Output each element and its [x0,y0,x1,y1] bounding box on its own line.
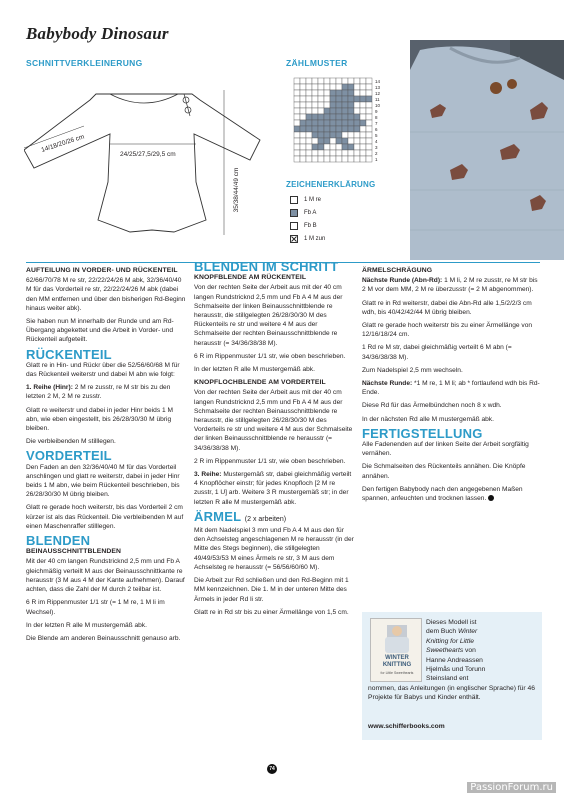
chart-cell [342,144,348,150]
chart-cell [312,156,318,162]
legend-label: Fb B [304,222,317,229]
chart-cell [348,138,354,144]
schematic-heading: SCHNITTVERKLEINERUNG [26,58,143,68]
chart-cell [330,132,336,138]
chart-cell [330,96,336,102]
text-p: Glatt re weiterstr und dabei in jeder Hinr beids 1 M abn, wie eben eingestellt, bis 26/28/30/30 M übrig bleiben. [26,406,173,433]
chart-cell [336,78,342,84]
front-heading: VORDERTEIL [26,448,112,464]
finishing-heading: FERTIGSTELLUNG [362,425,483,441]
chart-cell [294,78,300,84]
legend-label: 1 M re [304,196,322,203]
chart-cell [360,102,366,108]
chart-cell [306,144,312,150]
text-p: Glatt re in Rd weiterstr, dabei die Abn-Rd alle 1,5/2/2/3 cm wdh, bis 40/42/42/44 M übrig bleiben. [362,299,532,316]
chart-cell [306,102,312,108]
chart-cell [300,138,306,144]
chart-row-number: 8 [375,115,378,120]
legband-heading: BEINAUSSCHNITTBLENDEN [26,548,121,556]
text-p: Diese Rd für das Ärmelbündchen noch 8 x wdh. [362,402,502,410]
chart-cell [318,108,324,114]
page-title: Babybody Dinosaur [26,24,169,43]
end-icon [488,495,494,501]
chart-cell [306,156,312,162]
chart-cell [342,90,348,96]
chart-cell [312,78,318,84]
text-p: 6 R im Rippenmuster 1/1 str, wie oben beschrieben. [194,352,346,360]
chart-cell [336,84,342,90]
chart-cell [360,108,366,114]
book-url-link[interactable]: www.schifferbooks.com [368,723,445,730]
chart-cell [300,84,306,90]
chart-cell [294,132,300,138]
chart-cell [342,126,348,132]
text-p: 6 R im Rippenmuster 1/1 str (= 1 M re, 1 M li im Wechsel). [26,599,165,616]
book-text-top: Dieses Modell ist dem Buch Winter Knitting for Little Sweethearts von Hanne Andreassen Hjelmås und Torunn Steinsland ent [426,619,486,683]
legend-label: 1 M zun [304,235,326,242]
chart-cell [354,150,360,156]
chart-cell [324,84,330,90]
chart-cell [348,156,354,162]
chart-cell [294,90,300,96]
chart-cell [318,144,324,150]
legend-item [286,193,396,206]
chart-cell [360,138,366,144]
chart-cell [366,132,372,138]
chart-cell [300,156,306,162]
chart-cell [342,78,348,84]
chart-cell [354,108,360,114]
chart-cell [318,126,324,132]
chart-cell [336,120,342,126]
chart-row-number: 12 [375,91,381,96]
chart-cell [324,96,330,102]
crotch-heading: BLENDEN IM SCHRITT [194,259,339,274]
text-p: Den Faden an den 32/36/40/40 M für das Vorderteil anschlingen und glatt re weiterstr, dabei in jeder Hinr beids 1 M abn, wie beim Rückenteil beschrieben, bis 26/28/30/30 M übrig bleiben. [26,463,180,499]
chart-cell [366,78,372,84]
chart-cell [318,96,324,102]
back-heading: RÜCKENTEIL [26,346,112,362]
chart-cell [312,150,318,156]
chart-cell [336,102,342,108]
sleeve-heading: ÄRMEL (2 x arbeiten) [194,508,287,524]
chart-row-number: 9 [375,109,378,114]
chart-cell [300,132,306,138]
book-cover-title: WINTER KNITTING [382,655,412,668]
chart-cell [300,108,306,114]
chart-cell [366,108,372,114]
chart-row-number: 2 [375,151,378,156]
chart-grid [286,76,396,166]
text-p: Glatt re gerade hoch weiterstr, bis das Vorderteil 2 cm kürzer ist als das Rückenteil. Die verbleibenden M auf einen Maschenraffer stilllegen. [26,504,184,530]
chart-cell [366,126,372,132]
chart-cell [348,144,354,150]
chart-cell [330,114,336,120]
chart-cell [342,138,348,144]
chart-cell [312,90,318,96]
legend-swatch [290,209,298,217]
chart-cell [330,84,336,90]
text-p: Die verbleibenden M stilllegen. [26,438,116,446]
chart-cell [354,96,360,102]
chart-cell [306,108,312,114]
chart-cell [336,90,342,96]
chart-cell [366,96,372,102]
text-p: Nächste Runde (Abn-Rd): 1 M li, 2 M re zusstr, re M str bis 2 M vor dem MM, 2 M re überzusstr (= 2 M abgenommen). [362,277,538,294]
chart-cell [318,90,324,96]
chart-cell [324,138,330,144]
chart-cell [324,156,330,162]
text-p: Alle Fadenenden auf der linken Seite der Arbeit sorgfältig vernähen. [362,441,529,458]
chart-cell [318,84,324,90]
chart-row-number: 5 [375,133,378,138]
chart-cell [354,156,360,162]
chart-cell [354,114,360,120]
chart-cell [306,132,312,138]
text-p: In der nächsten Rd alle M mustergemäß abk. [362,415,494,423]
chart-cell [330,108,336,114]
chart-cell [294,96,300,102]
chart-row-number: 14 [375,79,381,84]
legend-swatch [290,222,298,230]
text-p: 3. Reihe: Mustergemäß str, dabei gleichmäßig verteilt 4 Knopflöcher einstr; für jedes Knopfloch [2 M re zusstr, 1 U] arb. Weitere 3 R mustergemäß str; in der letzten R alle M mustergemäß abk. [194,471,352,506]
chart-cell [318,114,324,120]
chart-cell [312,108,318,114]
chart-cell [342,132,348,138]
chart-cell [306,78,312,84]
chart-cell [348,120,354,126]
text-p: Mit der 40 cm langen Rundstricknd 2,5 mm und Fb A gleichmäßig verteilt M aus der Beinausschnittkante re herausstr (3 M aus 4 M der Kante aufnehmen). Darauf achten, dass die Zahl der M durch 2 teilbar ist. [26,558,185,594]
chart-cell [360,126,366,132]
legend-swatch [290,235,298,243]
chart-cell [318,120,324,126]
chart-cell [300,126,306,132]
chart-cell [300,114,306,120]
chart-cell [306,138,312,144]
text-p: 1 Rd re M str, dabei gleichmäßig verteilt 6 M abn (= 34/36/38/38 M). [362,344,512,361]
chart-cell [294,84,300,90]
text-p: 2 R im Rippenmuster 1/1 str, wie oben beschrieben. [194,457,346,465]
column-2 [194,259,354,621]
chart-cell [348,150,354,156]
chart-cell [360,132,366,138]
chart-cell [294,138,300,144]
chart-cell [360,156,366,162]
split-heading: AUFTEILUNG IN VORDER- UND RÜCKENTEIL [26,267,178,274]
chart-cell [324,126,330,132]
chart-cell [318,78,324,84]
chart-cell [360,144,366,150]
chart-cell [324,144,330,150]
chart-cell [312,96,318,102]
book-text-bottom: nommen, das Anleitungen (in englischer Sprache) für 46 Projekte für Babys und Kinder enthält. [368,685,535,702]
chart-cell [360,96,366,102]
chart-cell [294,156,300,162]
text-p: Nächste Runde: *1 M re, 1 M li; ab * fortlaufend wdh bis Rd-Ende. [362,380,540,397]
chart-cell [306,120,312,126]
chart-cell [324,120,330,126]
chart-cell [360,114,366,120]
text-p: Den fertigen Babybody nach den angegebenen Maßen spannen, anfeuchten und trocknen lassen. [362,485,523,503]
chart-cell [294,126,300,132]
chart-cell [330,138,336,144]
legend-swatch [290,196,298,204]
chart-cell [348,132,354,138]
chart-cell [336,114,342,120]
chart-cell [348,108,354,114]
book-box [362,612,542,740]
legend-label: Fb A [304,209,317,216]
dim-sleeve-label: 14/18/20/26 cm [40,133,86,154]
chart-cell [312,84,318,90]
legend-item [286,219,396,232]
book-cover [370,618,422,682]
baby-body-photo [410,40,564,260]
text-p: Glatt re in Rd str bis zu einer Ärmellänge von 1,5 cm. [194,608,349,616]
chart-cell [336,132,342,138]
chart-row-number: 7 [375,121,378,126]
chart-cell [312,102,318,108]
book-cover-subtitle: for Little Sweethearts [380,671,414,675]
chart-cell [318,132,324,138]
chart-cell [306,84,312,90]
chart-cell [324,132,330,138]
chart-cell [360,150,366,156]
chart-cell [294,102,300,108]
text-p: In der letzten R alle M mustergemäß abk. [26,621,147,629]
chart-cell [294,120,300,126]
chart-cell [330,156,336,162]
chart-cell [348,84,354,90]
chart-row-number: 10 [375,103,381,108]
chart-cell [366,138,372,144]
column-3 [362,262,542,507]
chart-cell [360,78,366,84]
chart-cell [312,138,318,144]
chart-cell [324,108,330,114]
chart-cell [324,78,330,84]
chart-cell [294,108,300,114]
chart-cell [324,114,330,120]
chart-cell [342,156,348,162]
chart-cell [300,90,306,96]
chart-cell [342,114,348,120]
chart-cell [366,84,372,90]
chart-cell [318,156,324,162]
chart-cell [336,150,342,156]
chart-cell [336,96,342,102]
chart-cell [306,150,312,156]
chart-cell [294,150,300,156]
chart-cell [360,84,366,90]
chart-cell [306,96,312,102]
chart-cell [366,90,372,96]
chart-row-number: 6 [375,127,378,132]
text-p: Glatt re in Hin- und Rückr über die 52/56/60/68 M für das Rückenteil weiterstr und dabei M abn wie folgt: [26,361,180,379]
chart-cell [306,114,312,120]
chart-cell [294,114,300,120]
chart-cell [312,120,318,126]
chart-cell [336,144,342,150]
chart-cell [300,144,306,150]
chart-cell [336,156,342,162]
legend [286,180,396,245]
chart-cell [330,102,336,108]
text-p: Die Arbeit zur Rd schließen und den Rd-Beginn mit 1 MM kennzeichnen. Die 1. M in der unteren Mitte des Ärmels in jeder Rd li str. [194,577,349,603]
chart-cell [312,126,318,132]
chart-cell [342,84,348,90]
bands-heading: BLENDEN [26,533,91,549]
chart-cell [330,78,336,84]
chart-cell [366,144,372,150]
watermark: PassionForum.ru [467,782,556,793]
chart-cell [336,138,342,144]
chart-cell [354,138,360,144]
chart-cell [354,132,360,138]
chart-cell [366,114,372,120]
chart-cell [342,96,348,102]
column-1 [26,262,186,647]
chart-row-number: 13 [375,85,381,90]
garment-schematic [24,70,274,250]
chart-cell [324,102,330,108]
chart-cell [312,132,318,138]
page-number: 74 [267,764,277,774]
text-p: Die Schmalseiten des Rückenteils annähen. Die Knöpfe annähen. [362,463,526,480]
legend-heading: ZEICHENERKLÄRUNG [286,180,376,189]
chart-cell [306,126,312,132]
chart-cell [300,102,306,108]
chart-cell [366,102,372,108]
chart-cell [348,90,354,96]
legend-item [286,232,396,245]
buttonhole-heading: KNOPFLOCHBLENDE AM VORDERTEIL [194,379,326,387]
chart-cell [354,120,360,126]
chart-cell [306,90,312,96]
chart-cell [348,78,354,84]
text-p: Sie haben nun M innerhalb der Runde und am Rd-Übergang abgekettet und die Arbeit in Vorder- und Rückenteil aufgeteilt. [26,318,174,344]
chart-cell [300,150,306,156]
chart-cell [312,114,318,120]
chart-cell [366,156,372,162]
chart-cell [324,150,330,156]
chart-row-number: 11 [375,97,380,102]
chart-cell [300,120,306,126]
chart-cell [300,78,306,84]
chart-row-number: 1 [375,157,378,162]
chart-cell [318,150,324,156]
chart-cell [354,84,360,90]
text-p: Glatt re gerade hoch weiterstr bis zu einer Ärmellänge von 12/16/18/24 cm. [362,322,533,339]
chart-cell [360,90,366,96]
chart-cell [354,144,360,150]
text-p: 1. Reihe (Hinr): 2 M re zusstr, re M str bis zu den letzten 2 M, 2 M re zusstr. [26,384,171,401]
chart-cell [354,78,360,84]
chart-cell [330,120,336,126]
chart-cell [318,138,324,144]
chart-cell [366,150,372,156]
chart-cell [318,102,324,108]
chart-cell [360,120,366,126]
chart-cell [354,126,360,132]
chart-row-number: 4 [375,139,378,144]
chart-cell [342,102,348,108]
chart-cell [348,96,354,102]
chart-cell [348,126,354,132]
chart-row-number: 3 [375,145,378,150]
sleeve-shaping-heading: ÄRMELSCHRÄGUNG [362,267,433,274]
buttonband-heading: KNOPFBLENDE AM RÜCKENTEIL [194,274,307,282]
dim-height-label: 35/38/44/49 cm [233,167,240,213]
chart-cell [324,90,330,96]
chart-cell [330,150,336,156]
chart-cell [342,120,348,126]
text-p: Die Blende am anderen Beinausschnitt genauso arb. [26,634,181,642]
knitting-chart [286,76,396,166]
text-p: Mit dem Nadelspiel 3 mm und Fb A 4 M aus den für den Achselsteg angeschlagenen M re herausstr (in der Mitte des Stegs beginnen), die stillgelegten 49/49/53/53 M eines Ärmels re str, 3 M aus dem Achselsteg re herausstr (= 56/56/60/60 M). [194,527,354,571]
chart-cell [330,144,336,150]
chart-cell [330,90,336,96]
text-p: Zum Nadelspiel 2,5 mm wechseln. [362,366,463,374]
text-p: Von der rechten Seite der Arbeit aus mit der 40 cm langen Rundstricknd 2,5 mm und Fb A 4 M aus der Schmalseite der linken Beinausschnittblende re herausstr, die stillgelegten 26/28/30/30 M des Rückenteils re str und weitere 4 M aus der Schmalseite der rechten Beinausschnittblende re herausstr (= 34/36/38/38 M). [194,284,343,347]
text-p: In der letzten R alle M mustergemäß abk. [194,366,315,374]
text-p: 62/66/70/78 M re str, 22/22/24/26 M abk, 32/36/40/40 M für das Vorderteil re str, 22/22/24/26 M abk (dabei den MM entfernen und über den bisherigen Rd-Beginn hinaus weiter abk). [26,277,186,312]
chart-cell [330,126,336,132]
chart-cell [354,102,360,108]
chart-cell [342,108,348,114]
chart-cell [348,102,354,108]
chart-heading: ZÄHLMUSTER [286,58,348,68]
chart-cell [336,108,342,114]
dim-width-label: 24/25/27,5/29,5 cm [120,151,176,158]
chart-cell [342,150,348,156]
text-p: Von der rechten Seite der Arbeit aus mit der 40 cm langen Rundstricknd 2,5 mm und Fb A 4 M aus der Schmalseite der rechten Beinausschnittblende re herausstr, die stillgelegten 26/28/30/30 M des Vorderteils re str und weitere 4 M aus der Schmalseite der linken Beinausschnittblende re herausstr (= 34/36/38/38 M). [194,389,353,452]
chart-cell [294,144,300,150]
chart-cell [348,114,354,120]
chart-cell [312,144,318,150]
chart-cell [354,90,360,96]
chart-cell [336,126,342,132]
chart-cell [300,96,306,102]
chart-cell [366,120,372,126]
legend-item [286,206,396,219]
